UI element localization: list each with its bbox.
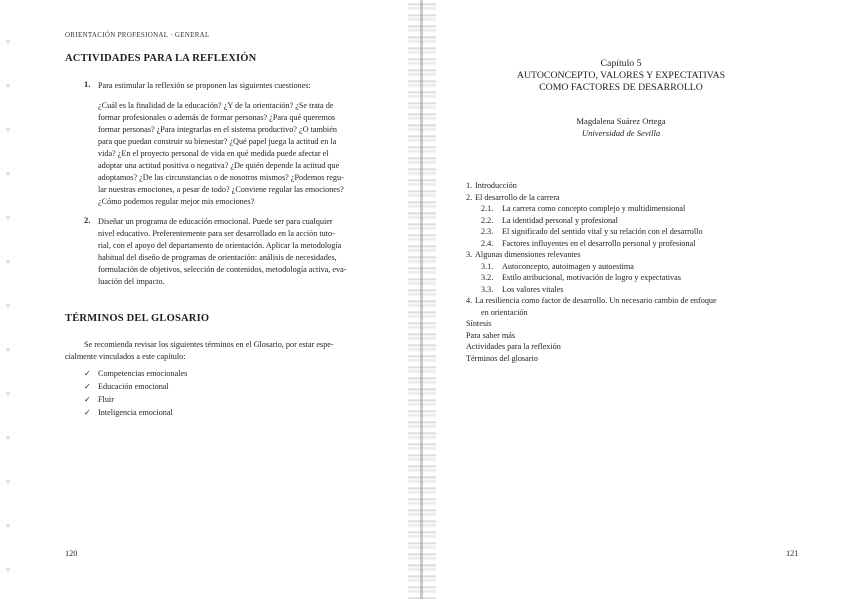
check-icon: ✓: [84, 395, 91, 404]
toc-entry-number: 1.: [466, 181, 473, 190]
glossary-intro-line: cialmente vinculados a este capítulo:: [65, 352, 186, 361]
toc-entry: [466, 181, 517, 190]
toc-entry: [481, 262, 634, 271]
section-title-activities: ACTIVIDADES PARA LA REFLEXIÓN: [65, 53, 257, 64]
toc-entry: [481, 227, 703, 236]
toc-entry: [481, 216, 618, 225]
toc-entry-text: Términos del glosario: [466, 353, 538, 363]
check-icon: ✓: [84, 408, 91, 417]
toc-entry-text: Para saber más: [466, 330, 516, 340]
item-2-line: habitual del diseño de programas de orientación: análisis de necesidades,: [98, 253, 337, 262]
item-1-line: lar nuestras emociones, a pesar de todo? ¿Conviene regular las emociones?: [98, 185, 344, 194]
toc-entry: [466, 354, 538, 363]
check-icon: ✓: [84, 369, 91, 378]
toc-entry: [481, 204, 685, 213]
chapter-title-line-2: COMO FACTORES DE DESARROLLO: [539, 82, 703, 93]
chapter-label: Capítulo 5: [600, 58, 642, 69]
toc-entry: [466, 296, 717, 305]
toc-entry-text: Estilo atribucional, motivación de logro y expectativas: [502, 273, 681, 282]
running-head: ORIENTACIÓN PROFESIONAL · GENERAL: [65, 31, 210, 39]
glossary-intro-line: Se recomienda revisar los siguientes términos en el Glosario, por estar espe-: [84, 340, 334, 349]
toc-entry: [481, 239, 695, 248]
toc-entry-text: Factores influyentes en el desarrollo personal y profesional: [502, 238, 696, 248]
toc-entry: [466, 331, 515, 340]
toc-entry-number: 4.: [466, 296, 473, 305]
toc-entry-text: Actividades para la reflexión: [466, 342, 561, 351]
item-1-line: adoptamos? ¿De las circunstancias o de nosotros mismos? ¿Podemos regu-: [98, 173, 344, 182]
page-number-left: 120: [65, 549, 78, 558]
toc-entry: [466, 319, 491, 328]
item-1-line: para que puedan construir su bienestar? ¿Qué papel juega la actitud en la: [98, 137, 337, 146]
item-2-line: Diseñar un programa de educación emocional. Puede ser para cualquier: [98, 217, 333, 226]
scan-edge-marks: [6, 0, 10, 599]
item-1-line: formar profesionales o además de formar personas? ¿Para qué queremos: [98, 113, 336, 122]
book-spine-shadow: [420, 0, 423, 599]
author-name: Magdalena Suárez Ortega: [576, 116, 666, 126]
toc-entry-text: La identidad personal y profesional: [502, 215, 618, 225]
glossary-term-label: Educación emocional: [98, 382, 169, 391]
toc-entry-number: 2.3.: [481, 227, 494, 236]
item-1-line: adoptar una actitud positiva o negativa? ¿De quién depende la actitud que: [98, 161, 340, 170]
section-title-glossary: TÉRMINOS DEL GLOSARIO: [65, 313, 210, 324]
toc-entry-number: 2.2.: [481, 215, 494, 225]
toc-entry-number: 2.1.: [481, 204, 494, 213]
toc-entry-text: Los valores vitales: [502, 284, 564, 294]
toc-entry: [466, 250, 581, 259]
toc-entry-text: en orientación: [481, 307, 528, 317]
toc-entry-number: 3.3.: [481, 284, 494, 294]
toc-entry-number: 3.: [466, 250, 473, 259]
item-1-line: vida? ¿En el proyecto personal de vida en qué medida puede afectar el: [98, 149, 329, 158]
toc-entry-number: 3.1.: [481, 261, 494, 271]
item-2-line: nivel educativo. Preferentemente para ser desarrollado en la acción tuto-: [98, 229, 335, 238]
toc-entry-text: Algunas dimensiones relevantes: [475, 250, 581, 259]
glossary-term: [84, 394, 114, 404]
glossary-term-label: Competencias emocionales: [98, 369, 188, 378]
item-1-line: ¿Cómo podemos regular mejor mis emociones?: [98, 197, 255, 206]
toc-entry: [466, 342, 561, 351]
toc-entry-text: Síntesis: [466, 319, 492, 328]
item-1-number: 1.: [84, 80, 91, 89]
glossary-term-label: Fluir: [98, 395, 114, 404]
toc-entry-text: El significado del sentido vital y su relación con el desarrollo: [502, 227, 703, 236]
toc-entry-text: El desarrollo de la carrera: [475, 192, 560, 202]
toc-entry-number: 2.4.: [481, 238, 494, 248]
item-1-line: ¿Cuál es la finalidad de la educación? ¿Y de la orientación? ¿Se trata de: [98, 101, 334, 110]
toc-entry: [466, 193, 560, 202]
toc-entry-text: Introducción: [475, 181, 517, 190]
chapter-title-line-1: AUTOCONCEPTO, VALORES Y EXPECTATIVAS: [516, 70, 726, 81]
item-1-intro: Para estimular la reflexión se proponen las siguientes cuestiones:: [98, 81, 311, 90]
glossary-term: [84, 368, 187, 378]
toc-entry-text: La resiliencia como factor de desarrollo. Un necesario cambio de enfoque: [475, 296, 717, 305]
toc-entry: [481, 273, 681, 282]
toc-entry-text: Autoconcepto, autoimagen y autoestima: [502, 261, 634, 271]
glossary-term: [84, 381, 169, 391]
toc-entry-text: La carrera como concepto complejo y multidimensional: [502, 204, 686, 213]
item-2-number: 2.: [84, 216, 91, 225]
check-icon: ✓: [84, 382, 91, 391]
item-1-line: formar personas? ¿Para integrarlas en el sistema productivo? ¿O también: [98, 125, 337, 134]
item-2-line: luación del impacto.: [98, 277, 165, 286]
glossary-term-label: Inteligencia emocional: [98, 408, 173, 417]
author-affiliation: Universidad de Sevilla: [581, 128, 661, 138]
toc-entry-number: 2.: [466, 192, 473, 202]
item-2-line: rial, con el apoyo del departamento de orientación. Aplicar la metodología: [98, 241, 342, 250]
toc-entry: [481, 285, 563, 294]
toc-entry: [481, 308, 528, 317]
page-number-right: 121: [786, 549, 799, 558]
glossary-term: [84, 407, 173, 417]
toc-entry-number: 3.2.: [481, 273, 494, 282]
item-2-line: formulación de objetivos, selección de contenidos, metodología activa, eva-: [98, 265, 347, 274]
